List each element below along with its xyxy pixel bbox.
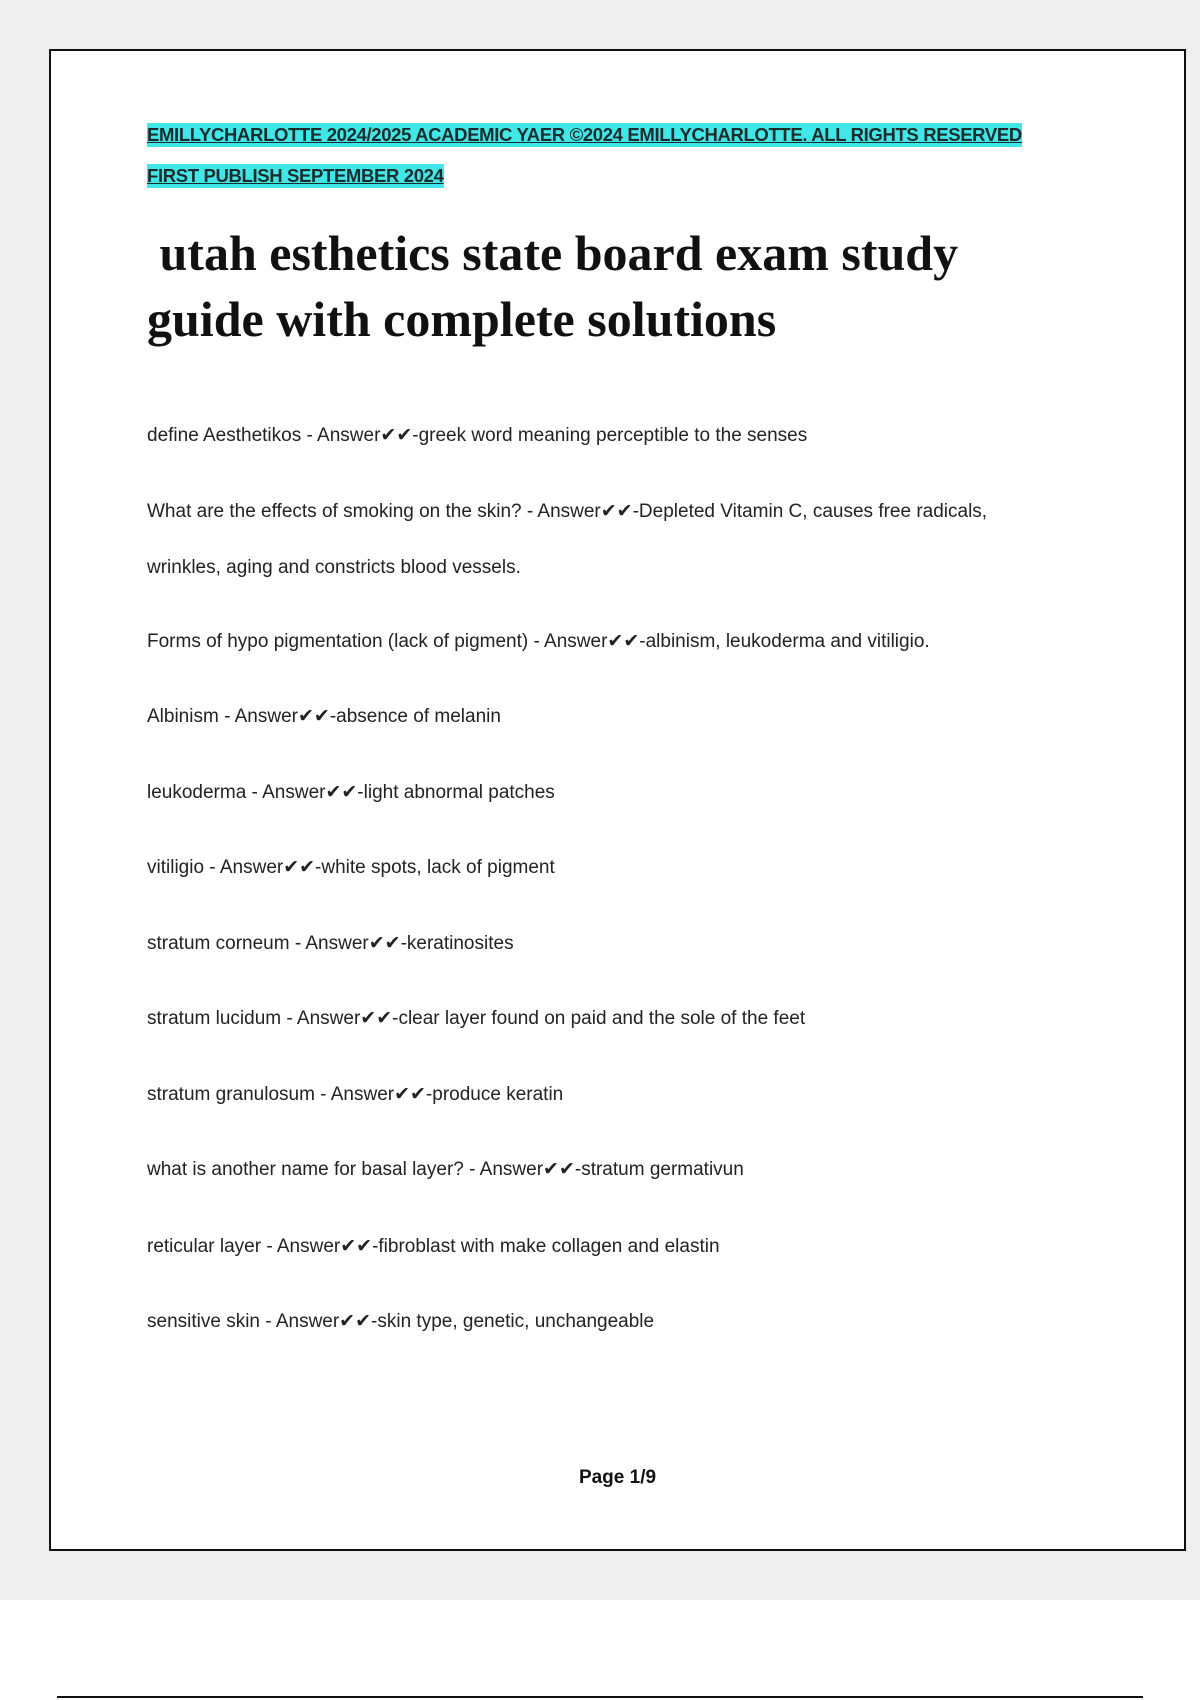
qa-item: define Aesthetikos - Answer✔✔-greek word meaning perceptible to the senses [147,425,808,446]
qa-item: leukoderma - Answer✔✔-light abnormal patches [147,782,555,803]
publish-date-line: FIRST PUBLISH SEPTEMBER 2024 [147,165,444,186]
qa-item: stratum corneum - Answer✔✔-keratinosites [147,933,514,954]
page-divider [57,1696,1143,1698]
next-page-preview [0,1600,1200,1700]
qa-item: sensitive skin - Answer✔✔-skin type, genetic, unchangeable [147,1311,655,1332]
qa-item: reticular layer - Answer✔✔-fibroblast with make collagen and elastin [147,1236,720,1257]
qa-item: what is another name for basal layer? - Answer✔✔-stratum germativun [147,1159,744,1180]
qa-item: Albinism - Answer✔✔-absence of melanin [147,706,501,727]
qa-item: stratum lucidum - Answer✔✔-clear layer found on paid and the sole of the feet [147,1008,806,1029]
qa-item: vitiligio - Answer✔✔-white spots, lack of pigment [147,857,555,878]
qa-item-line-1: What are the effects of smoking on the skin? - Answer✔✔-Depleted Vitamin C, causes free radicals, [147,501,988,522]
qa-item [147,484,1107,596]
copyright-line: EMILLYCHARLOTTE 2024/2025 ACADEMIC YAER ©2024 EMILLYCHARLOTTE. ALL RIGHTS RESERVED [147,124,1022,145]
title-line-2: guide with complete solutions [147,291,777,347]
page-number: Page 1/9 [578,1467,657,1488]
document-title [147,220,1047,352]
qa-item-line-2: wrinkles, aging and constricts blood vessels. [147,557,521,578]
qa-item: Forms of hypo pigmentation (lack of pigment) - Answer✔✔-albinism, leukoderma and vitiligio. [147,631,930,652]
document-page [49,49,1186,1551]
title-line-1: utah esthetics state board exam study [147,225,959,281]
qa-item: stratum granulosum - Answer✔✔-produce keratin [147,1084,564,1105]
